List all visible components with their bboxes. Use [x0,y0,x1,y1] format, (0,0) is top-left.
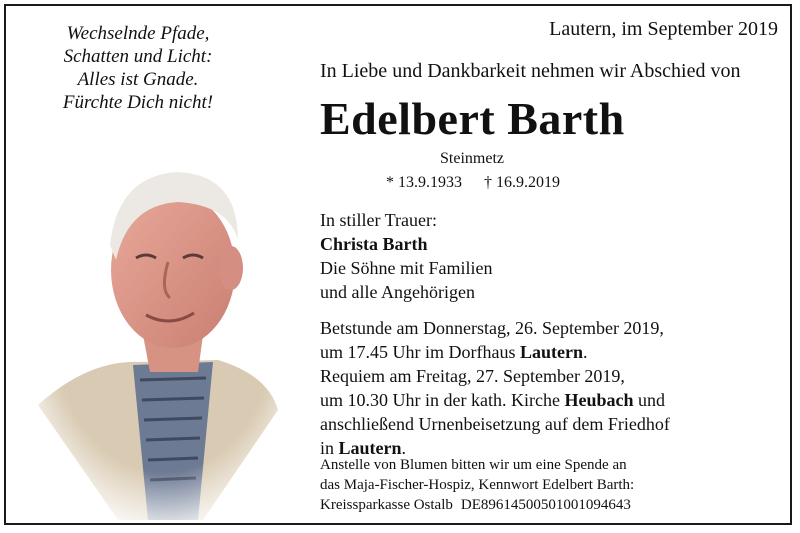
mourner-primary: Christa Barth [320,234,428,254]
service-text: und [633,390,665,410]
service-line: anschließend Urnenbeisetzung auf dem Friedhof [320,414,670,434]
mourner-line: und alle Angehörigen [320,282,475,302]
deceased-name: Edelbert Barth [320,93,625,144]
service-line [320,340,670,364]
service-text: um 10.30 Uhr in der kath. Kirche [320,390,565,410]
bank-name: Kreissparkasse Ostalb [320,497,453,513]
intro-text: In Liebe und Dankbarkeit nehmen wir Abschied von [320,60,741,82]
service-place: Heubach [564,390,634,410]
deceased-profession: Steinmetz [440,150,504,167]
donation-line: das Maja-Fischer-Hospiz, Kennwort Edelbert Barth: [320,477,635,493]
service-line: Requiem am Freitag, 27. September 2019, [320,366,625,386]
birth-date: * 13.9.1933 [386,174,462,191]
service-line [320,388,670,412]
mourner-line: Die Söhne mit Familien [320,258,493,278]
iban: DE89614500501001094643 [460,497,631,513]
motto-line: Wechselnde Pfade, [66,23,210,44]
service-line: Betstunde am Donnerstag, 26. September 2019, [320,318,664,338]
motto-line: Fürchte Dich nicht! [62,92,214,113]
service-text: um 17.45 Uhr im Dorfhaus [320,342,520,362]
motto-verse [28,22,248,114]
service-place: Lautern [519,342,583,362]
motto-line: Alles ist Gnade. [77,69,199,90]
service-text: . [401,438,407,458]
motto-line: Schatten und Licht: [63,46,213,67]
donation-block [320,455,634,515]
mourners-block [320,208,493,304]
donation-bank-line [320,495,634,515]
services-block [320,316,670,460]
life-dates [386,174,560,192]
portrait-photo [28,150,300,520]
place-date: Lautern, im September 2019 [549,18,778,40]
service-text: in [320,438,339,458]
service-place: Lautern [338,438,402,458]
death-date: † 16.9.2019 [484,174,560,191]
mourners-heading: In stiller Trauer: [320,210,437,230]
service-text: . [582,342,588,362]
donation-line: Anstelle von Blumen bitten wir um eine Spende an [320,457,627,473]
